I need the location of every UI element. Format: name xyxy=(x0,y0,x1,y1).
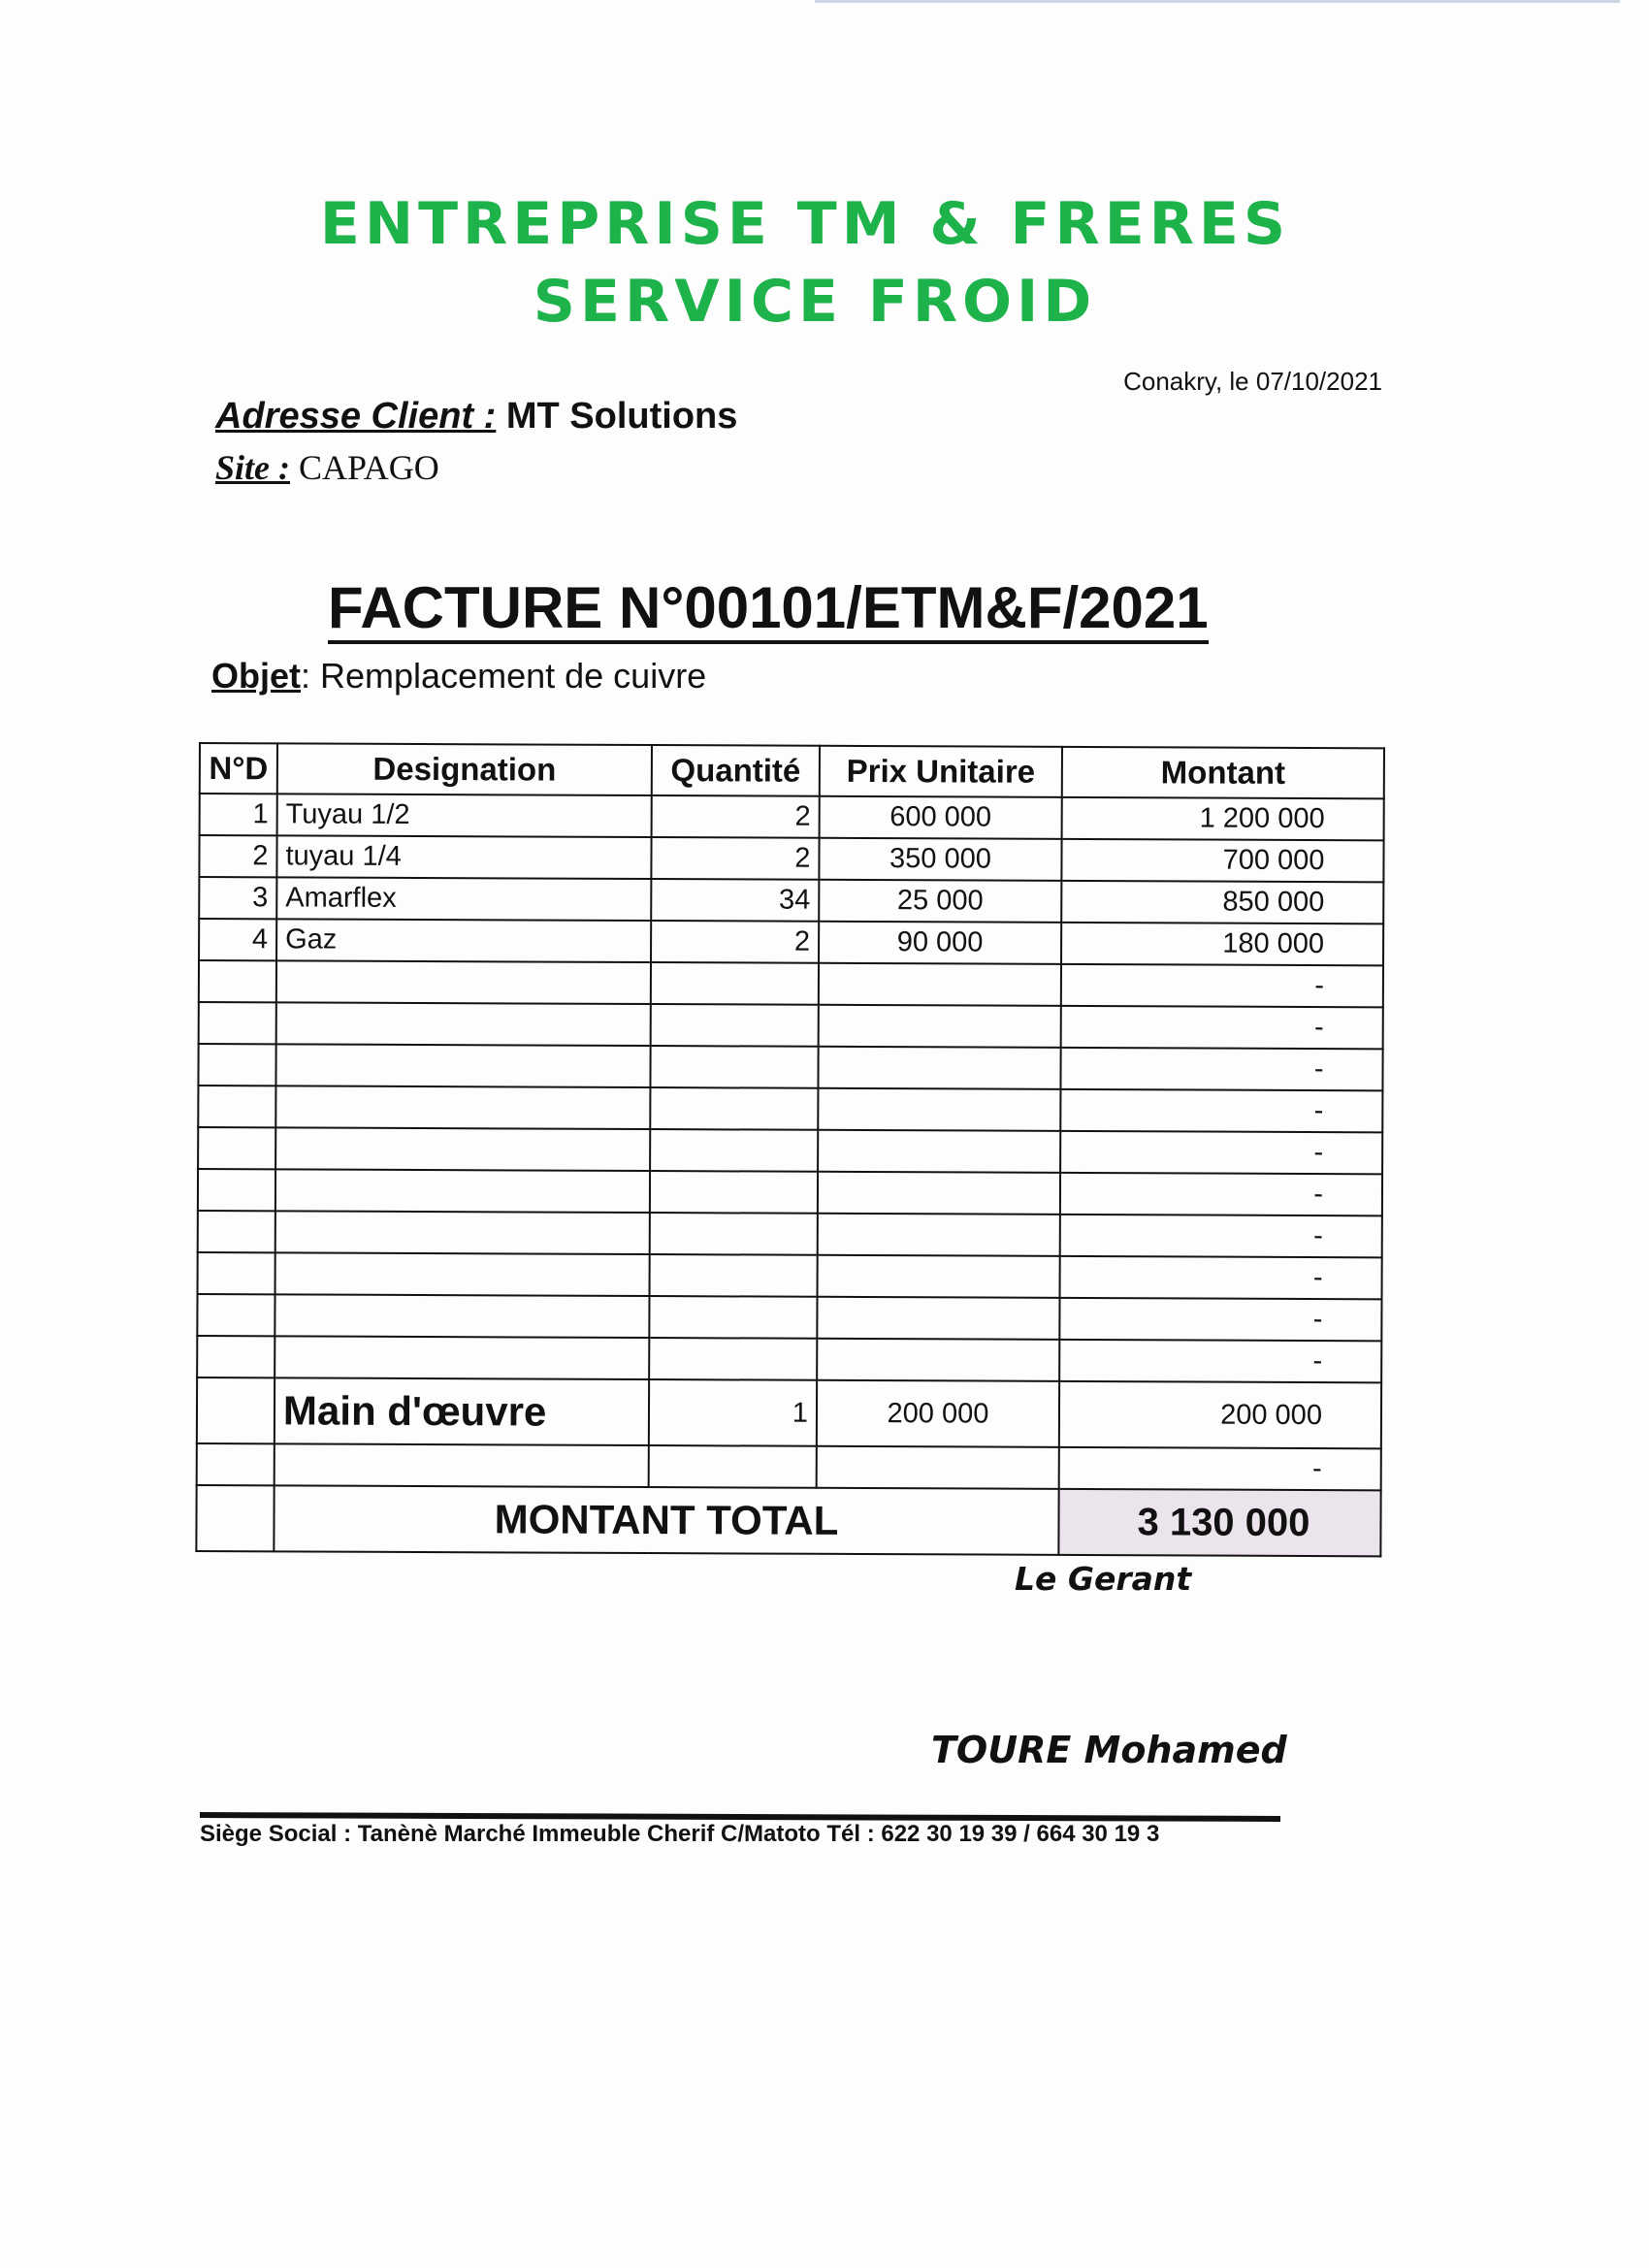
row-quantity xyxy=(650,1171,818,1214)
blank-unit-price xyxy=(817,1446,1059,1489)
row-number xyxy=(197,1294,275,1336)
row-unit-price xyxy=(819,963,1061,1006)
table-row xyxy=(198,1127,1382,1174)
table-body xyxy=(196,794,1383,1556)
client-site xyxy=(215,447,439,488)
table-row xyxy=(198,1085,1382,1132)
row-unit-price xyxy=(818,1130,1060,1173)
labour-designation: Main d'œuvre xyxy=(275,1377,649,1445)
row-unit-price xyxy=(817,1339,1059,1381)
invoice-object-label: Objet xyxy=(211,656,302,696)
labour-row xyxy=(197,1377,1381,1448)
table-row xyxy=(200,794,1384,840)
total-label: MONTANT TOTAL xyxy=(274,1485,1058,1555)
row-unit-price xyxy=(818,1088,1060,1131)
row-unit-price: 90 000 xyxy=(819,922,1061,964)
row-quantity xyxy=(651,962,819,1005)
company-service: SERVICE FROID xyxy=(533,268,1097,336)
client-address-value: MT Solutions xyxy=(505,396,738,437)
table-row xyxy=(199,877,1383,923)
row-quantity: 34 xyxy=(651,879,819,922)
row-amount: - xyxy=(1059,1340,1381,1382)
total-value: 3 130 000 xyxy=(1058,1489,1380,1556)
row-designation xyxy=(275,1211,650,1254)
blank-row-after-labour xyxy=(197,1443,1381,1490)
invoice-date: Conakry, le 07/10/2021 xyxy=(1123,367,1382,396)
row-unit-price: 600 000 xyxy=(820,796,1062,839)
page-edge-line xyxy=(815,0,1620,3)
row-designation: Tuyau 1/2 xyxy=(277,794,652,837)
table-header-row xyxy=(200,743,1384,798)
labour-number xyxy=(197,1377,275,1443)
row-designation xyxy=(275,1127,650,1171)
row-unit-price: 350 000 xyxy=(819,838,1061,881)
header-quantity: Quantité xyxy=(652,745,820,796)
row-designation xyxy=(275,1044,650,1087)
row-designation xyxy=(275,1294,649,1338)
row-unit-price xyxy=(818,1047,1060,1089)
row-amount: 700 000 xyxy=(1061,839,1383,882)
row-quantity xyxy=(650,1129,818,1172)
row-number xyxy=(198,1044,275,1085)
row-number xyxy=(198,1252,275,1294)
invoice-title: FACTURE N°00101/ETM&F/2021 xyxy=(328,576,1209,644)
table-row xyxy=(199,960,1383,1007)
total-row xyxy=(196,1485,1380,1556)
row-number xyxy=(198,1169,275,1211)
row-amount: - xyxy=(1060,1048,1382,1090)
row-amount: 1 200 000 xyxy=(1062,797,1384,840)
labour-amount: 200 000 xyxy=(1059,1381,1381,1448)
row-amount: - xyxy=(1059,1298,1381,1341)
table-row xyxy=(198,1044,1382,1090)
row-designation xyxy=(275,1169,650,1213)
row-unit-price: 25 000 xyxy=(819,880,1061,923)
row-designation: Gaz xyxy=(276,919,651,962)
row-quantity xyxy=(650,1254,818,1297)
row-designation xyxy=(276,1002,651,1046)
table-row xyxy=(199,1002,1383,1049)
row-amount: - xyxy=(1061,1006,1383,1049)
row-number xyxy=(199,960,276,1002)
row-designation: tuyau 1/4 xyxy=(276,835,651,879)
client-address xyxy=(215,396,737,437)
row-amount: 180 000 xyxy=(1061,923,1383,965)
row-quantity xyxy=(649,1338,817,1380)
row-quantity: 2 xyxy=(651,921,819,963)
invoice-table xyxy=(195,742,1385,1557)
labour-quantity: 1 xyxy=(649,1379,817,1446)
row-amount: 850 000 xyxy=(1061,881,1383,923)
invoice-object-value: : Remplacement de cuivre xyxy=(301,656,707,696)
row-quantity xyxy=(649,1296,817,1339)
row-unit-price xyxy=(818,1172,1060,1215)
client-address-label: Adresse Client : xyxy=(215,396,497,437)
row-designation xyxy=(275,1085,650,1129)
row-number xyxy=(198,1211,275,1252)
row-amount: - xyxy=(1061,964,1383,1007)
row-unit-price xyxy=(817,1297,1059,1340)
row-number xyxy=(199,1002,276,1044)
blank-amount: - xyxy=(1059,1447,1381,1490)
row-number: 1 xyxy=(200,794,277,835)
row-designation xyxy=(275,1252,650,1296)
row-designation: Amarflex xyxy=(276,877,651,921)
row-unit-price xyxy=(818,1214,1060,1256)
blank-number xyxy=(197,1443,275,1485)
row-designation xyxy=(275,1336,649,1379)
header-unit-price: Prix Unitaire xyxy=(820,746,1062,797)
header-number: N°D xyxy=(200,743,277,794)
row-quantity xyxy=(650,1046,818,1088)
table-row xyxy=(197,1294,1381,1341)
blank-designation xyxy=(275,1443,649,1487)
total-number xyxy=(196,1485,274,1551)
row-amount: - xyxy=(1060,1131,1382,1174)
row-amount: - xyxy=(1060,1215,1382,1257)
invoice-object xyxy=(211,656,706,697)
row-number xyxy=(198,1127,275,1169)
row-number: 2 xyxy=(199,835,276,877)
table-row xyxy=(198,1169,1382,1215)
table-row xyxy=(199,835,1383,882)
row-number: 3 xyxy=(199,877,276,919)
row-number: 4 xyxy=(199,919,276,960)
row-quantity xyxy=(650,1087,818,1130)
table-row xyxy=(198,1211,1382,1257)
labour-unit-price: 200 000 xyxy=(817,1380,1059,1447)
blank-quantity xyxy=(649,1445,817,1488)
row-number xyxy=(198,1085,275,1127)
row-unit-price xyxy=(818,1255,1060,1298)
row-amount: - xyxy=(1060,1173,1382,1215)
signature-name: TOURE Mohamed xyxy=(931,1729,1287,1771)
row-quantity xyxy=(650,1213,818,1255)
row-unit-price xyxy=(819,1005,1061,1048)
signature-role: Le Gerant xyxy=(1015,1560,1192,1598)
row-amount: - xyxy=(1060,1256,1382,1299)
row-quantity: 2 xyxy=(652,795,820,838)
table-row xyxy=(198,1252,1382,1299)
client-site-value: CAPAGO xyxy=(299,448,439,487)
row-designation xyxy=(276,960,651,1004)
client-site-label: Site : xyxy=(215,448,290,487)
header-amount: Montant xyxy=(1062,747,1384,798)
table-row xyxy=(197,1336,1381,1382)
footer-address: Siège Social : Tanènè Marché Immeuble Cherif C/Matoto Tél : 622 30 19 39 / 664 30 19 3 xyxy=(200,1821,1160,1847)
company-name: ENTREPRISE TM & FRERES xyxy=(319,190,1291,258)
row-amount: - xyxy=(1060,1089,1382,1132)
row-quantity xyxy=(651,1004,819,1047)
header-designation: Designation xyxy=(277,743,652,795)
table-row xyxy=(199,919,1383,965)
row-quantity: 2 xyxy=(651,837,819,880)
row-number xyxy=(197,1336,275,1377)
